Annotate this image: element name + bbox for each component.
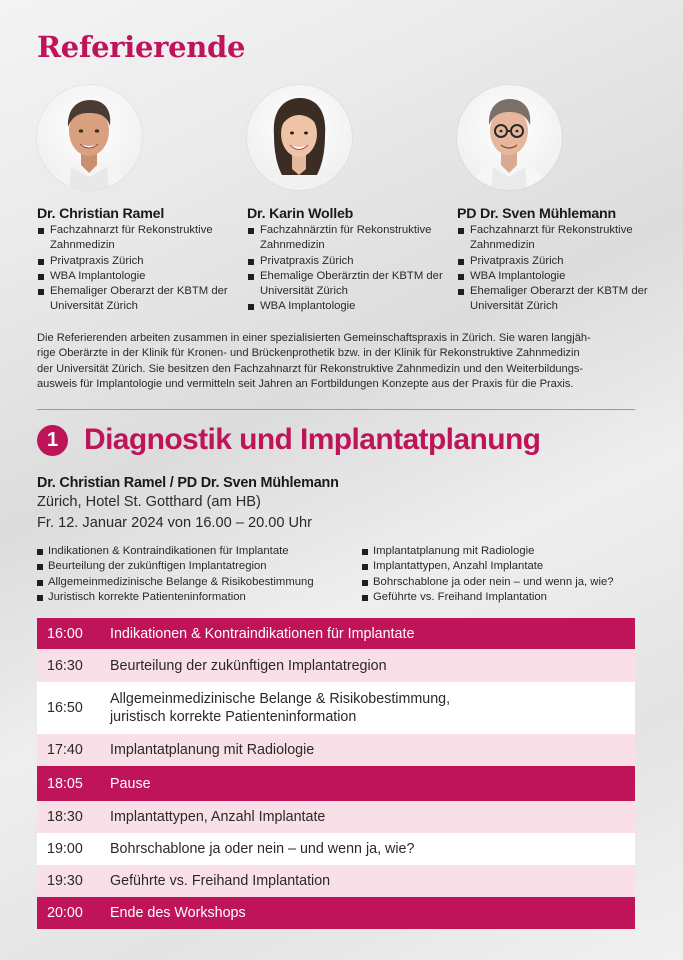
qualification-item: Ehemalige Oberärztin der KBTM der Universität Zürich: [247, 269, 452, 300]
schedule-label: Implantatplanung mit Radiologie: [110, 742, 315, 758]
schedule-label: [110, 690, 635, 726]
portrait-man-glasses-icon: [457, 85, 562, 190]
schedule-row: [37, 801, 635, 833]
topic-item: Indikationen & Kontraindikationen für Implantate: [37, 544, 314, 559]
event-date: Fr. 12. Januar 2024 von 16.00 – 20.00 Uhr: [37, 515, 313, 531]
intro-line: Die Referierenden arbeiten zusammen in einer spezialisierten Gemeinschaftspraxis in Zürich. Sie waren langjäh-: [37, 332, 591, 344]
speaker-photo: [247, 85, 352, 190]
schedule-label-line: Allgemeinmedizinische Belange & Risikobestimmung,: [110, 691, 451, 707]
schedule-label: Indikationen & Kontraindikationen für Implantate: [110, 625, 415, 642]
event-speakers: Dr. Christian Ramel / PD Dr. Sven Mühlemann: [37, 475, 339, 491]
schedule-time: 18:30: [47, 809, 83, 825]
qualification-item: Ehemaliger Oberarzt der KBTM der Universität Zürich: [37, 284, 242, 315]
schedule-label: Bohrschablone ja oder nein – und wenn ja, wie?: [110, 841, 415, 857]
intro-line: der Universität Zürich. Sie besitzen den Fachzahnarzt für Rekonstruktive Zahnmedizin und den Weiterbildungs-: [37, 362, 584, 375]
speaker-name: Dr. Christian Ramel: [37, 206, 165, 222]
speaker-photo: [37, 85, 142, 190]
schedule-label: Beurteilung der zukünftigen Implantatregion: [110, 657, 387, 674]
speaker-name: Dr. Karin Wolleb: [247, 206, 354, 222]
schedule-time: 16:00: [47, 625, 83, 642]
topic-item: Geführte vs. Freihand Implantation: [362, 590, 614, 605]
speaker-card: [37, 85, 242, 315]
portrait-man-short-hair-icon: [37, 85, 142, 190]
topic-item: Implantatplanung mit Radiologie: [362, 544, 614, 559]
schedule-time: 16:50: [47, 700, 83, 716]
schedule-row: [37, 897, 635, 929]
qualification-item: Ehemaliger Oberarzt der KBTM der Universität Zürich: [457, 284, 662, 315]
qualification-item: WBA Implantologie: [457, 269, 662, 284]
qualification-item: Privatpraxis Zürich: [457, 254, 662, 269]
schedule-label: Ende des Workshops: [110, 905, 246, 921]
qualification-item: Fachzahnarzt für Rekonstruktive Zahnmedizin: [37, 223, 242, 254]
qualification-item: WBA Implantologie: [247, 299, 452, 314]
page-heading: Referierende: [37, 30, 246, 64]
schedule-label: Implantattypen, Anzahl Implantate: [110, 809, 326, 825]
schedule-row: [37, 734, 635, 766]
schedule-time: 20:00: [47, 905, 83, 921]
qualification-item: Privatpraxis Zürich: [247, 254, 452, 269]
schedule-table: [37, 618, 635, 929]
schedule-label-line: juristisch korrekte Patienteninformation: [110, 709, 357, 725]
qualification-item: WBA Implantologie: [37, 269, 242, 284]
topic-item: Juristisch korrekte Patienteninformation: [37, 590, 314, 605]
schedule-row: [37, 833, 635, 865]
schedule-time: 18:05: [47, 775, 83, 792]
schedule-time: 17:40: [47, 742, 83, 758]
speaker-qualifications: [247, 223, 452, 315]
speaker-card: [247, 85, 452, 315]
portrait-woman-dark-hair-icon: [247, 85, 352, 190]
intro-line: rige Oberärzte in der Klinik für Kronen- und Brückenprothetik bzw. in der Klinik für Rekonstruktive Zahnmedizin: [37, 347, 580, 360]
topic-item: Allgemeinmedizinische Belange & Risikobestimmung: [37, 575, 314, 590]
speaker-qualifications: [37, 223, 242, 315]
topic-item: Beurteilung der zukünftigen Implantatregion: [37, 559, 314, 574]
section-number-badge: 1: [37, 425, 68, 456]
qualification-item: Privatpraxis Zürich: [37, 254, 242, 269]
section-header: [37, 423, 540, 457]
intro-line: ausweis für Implantologie und vermitteln seit Jahren an Fortbildungen Konzepte aus der Praxis für die Praxis.: [37, 377, 574, 390]
schedule-time: 16:30: [47, 657, 83, 674]
speaker-qualifications: [457, 223, 662, 315]
topics-list-right: [362, 544, 614, 605]
speaker-photo: [457, 85, 562, 190]
schedule-row: [37, 766, 635, 801]
schedule-row: [37, 618, 635, 649]
speakers-section: [37, 85, 657, 317]
speakers-intro-text: [37, 331, 647, 392]
topic-item: Bohrschablone ja oder nein – und wenn ja, wie?: [362, 575, 614, 590]
speaker-card: [457, 85, 662, 315]
qualification-item: Fachzahnarzt für Rekonstruktive Zahnmedizin: [457, 223, 662, 254]
section-title: Diagnostik und Implantatplanung: [84, 423, 541, 456]
speaker-name: PD Dr. Sven Mühlemann: [457, 206, 616, 222]
schedule-time: 19:30: [47, 873, 83, 889]
topic-item: Implantattypen, Anzahl Implantate: [362, 559, 614, 574]
event-location: Zürich, Hotel St. Gotthard (am HB): [37, 494, 261, 510]
schedule-time: 19:00: [47, 841, 83, 857]
qualification-item: Fachzahnärztin für Rekonstruktive Zahnmedizin: [247, 223, 452, 254]
topics-list-left: [37, 544, 314, 605]
schedule-row: [37, 682, 635, 734]
section-divider: [37, 409, 635, 410]
schedule-label: Pause: [110, 775, 151, 792]
schedule-label: Geführte vs. Freihand Implantation: [110, 873, 331, 889]
schedule-row: [37, 649, 635, 682]
schedule-row: [37, 865, 635, 897]
